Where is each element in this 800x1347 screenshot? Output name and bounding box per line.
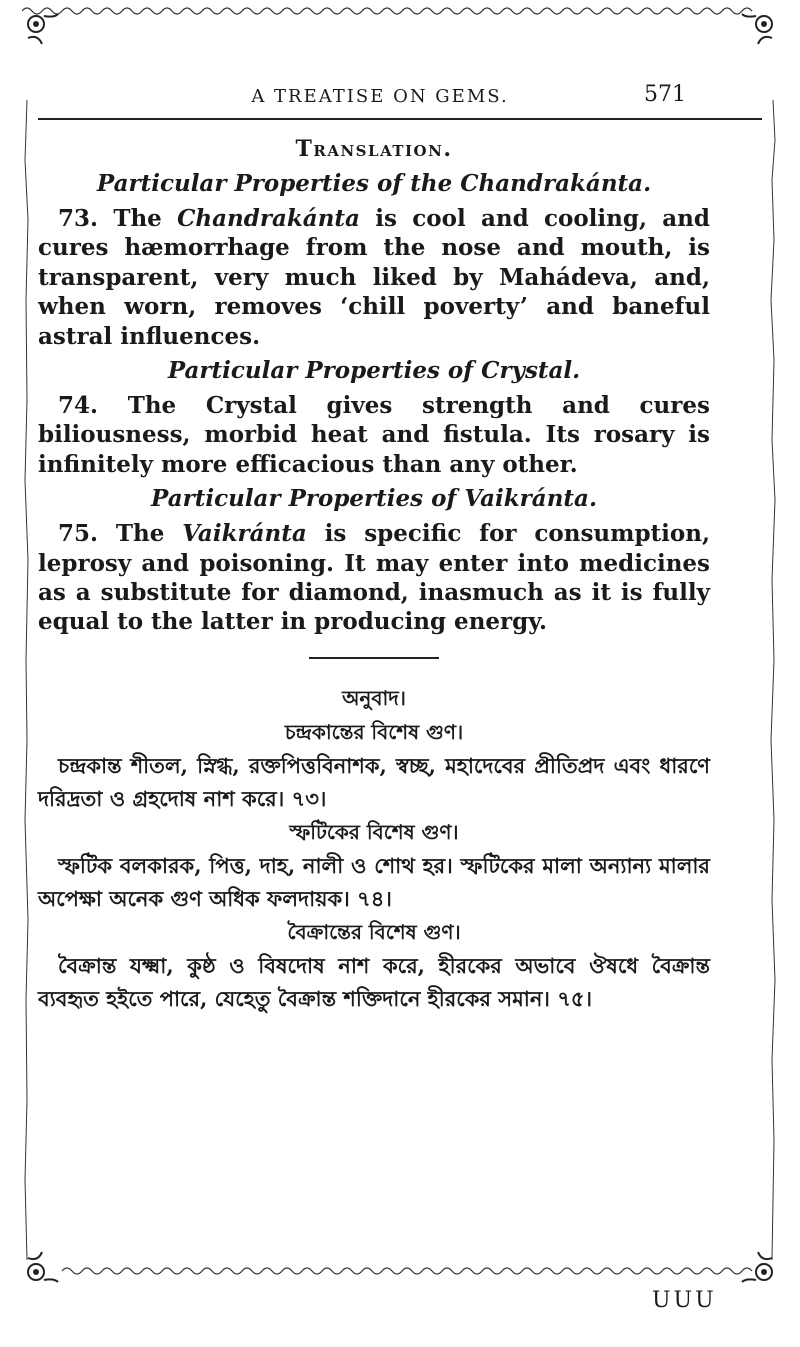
bengali-text-block — [38, 681, 710, 1015]
bengali-paragraph-74: স্ফটিক বলকারক, পিত্ত, দাহ, নালী ও শোথ হর। স্ফটিকের মালা অন্যান্য মালার অপেক্ষা অনেক গুণ অধিক ফলদায়ক। ৭৪। — [38, 852, 710, 911]
paragraph-text-post: is specific for consumption, leprosy and poisoning. It may enter into medicines as a substitute for diamond, inasmuch as it is fully equal to the latter in producing energy. — [38, 520, 710, 636]
running-head: A TREATISE ON GEMS. — [251, 86, 509, 107]
section-heading-chandrakanta: Particular Properties of the Chandrakánta. — [96, 170, 652, 197]
page-content — [38, 126, 710, 1015]
corner-flourish-bottom-left — [22, 1248, 60, 1286]
paragraph-75 — [38, 519, 710, 637]
paragraph-text-italic: Vaikránta — [182, 520, 307, 548]
ornamental-border-bottom — [22, 1258, 782, 1284]
signature-mark: UUU — [652, 1288, 717, 1313]
paragraph-text-pre: The Crystal gives strength and cures biliousness, morbid heat and fistula. Its rosary is infinitely more efficacious than any other. — [38, 392, 710, 478]
ornamental-border-left — [20, 100, 34, 1260]
section-heading-crystal: Particular Properties of Crystal. — [167, 357, 581, 385]
bengali-heading-crystal: স্ফটিকের বিশেষ গুণ। — [289, 819, 459, 844]
translation-title: Translation. — [295, 136, 453, 162]
header-rule — [38, 118, 762, 120]
bengali-heading-chandrakanta: চন্দ্রকান্তের বিশেষ গুণ। — [284, 719, 464, 744]
corner-flourish-top-left — [22, 10, 60, 48]
bengali-paragraph-73: চন্দ্রকান্ত শীতল, স্নিগ্ধ, রক্তপিত্তবিনাশক, স্বচ্ছ, মহাদেবের প্রীতিপ্রদ এবং ধারণে দরিদ্রতা ও গ্রহদোষ নাশ করে। ৭৩। — [38, 752, 710, 811]
page-number: 571 — [644, 82, 686, 107]
paragraph-text-pre: The — [115, 520, 183, 548]
paragraph-73 — [38, 204, 710, 351]
paragraph-text-pre: The — [113, 205, 178, 232]
bengali-heading-vaikranta: বৈক্রান্তের বিশেষ গুণ। — [287, 919, 461, 944]
bengali-title: অনুবাদ। — [342, 685, 406, 710]
corner-flourish-top-right — [740, 10, 778, 48]
ornamental-border-top — [22, 0, 782, 22]
corner-flourish-bottom-right — [740, 1248, 778, 1286]
ornamental-border-right — [766, 100, 780, 1260]
paragraph-number: 75. — [58, 520, 99, 548]
paragraph-number: 74. — [58, 392, 99, 420]
paragraph-number: 73. — [58, 205, 99, 232]
section-heading-vaikranta: Particular Properties of Vaikránta. — [151, 485, 597, 513]
bengali-paragraph-75: বৈক্রান্ত যক্ষ্মা, কুষ্ঠ ও বিষদোষ নাশ করে, হীরকের অভাবে ঔষধে বৈক্রান্ত ব্যবহৃত হইতে পারে, যেহেতু বৈক্রান্ত শক্তিদানে হীরকের সমান। ৭৫। — [38, 952, 710, 1011]
paragraph-text-italic: Chandrakánta — [177, 205, 360, 232]
section-divider — [309, 657, 439, 659]
paragraph-text-post: is cool and cooling, and cures hæmorrhage from the nose and mouth, is transparent, very much liked by Mahádeva, and, when worn, removes ‘chill poverty’ and baneful astral influences. — [38, 205, 710, 350]
paragraph-74 — [38, 391, 710, 479]
